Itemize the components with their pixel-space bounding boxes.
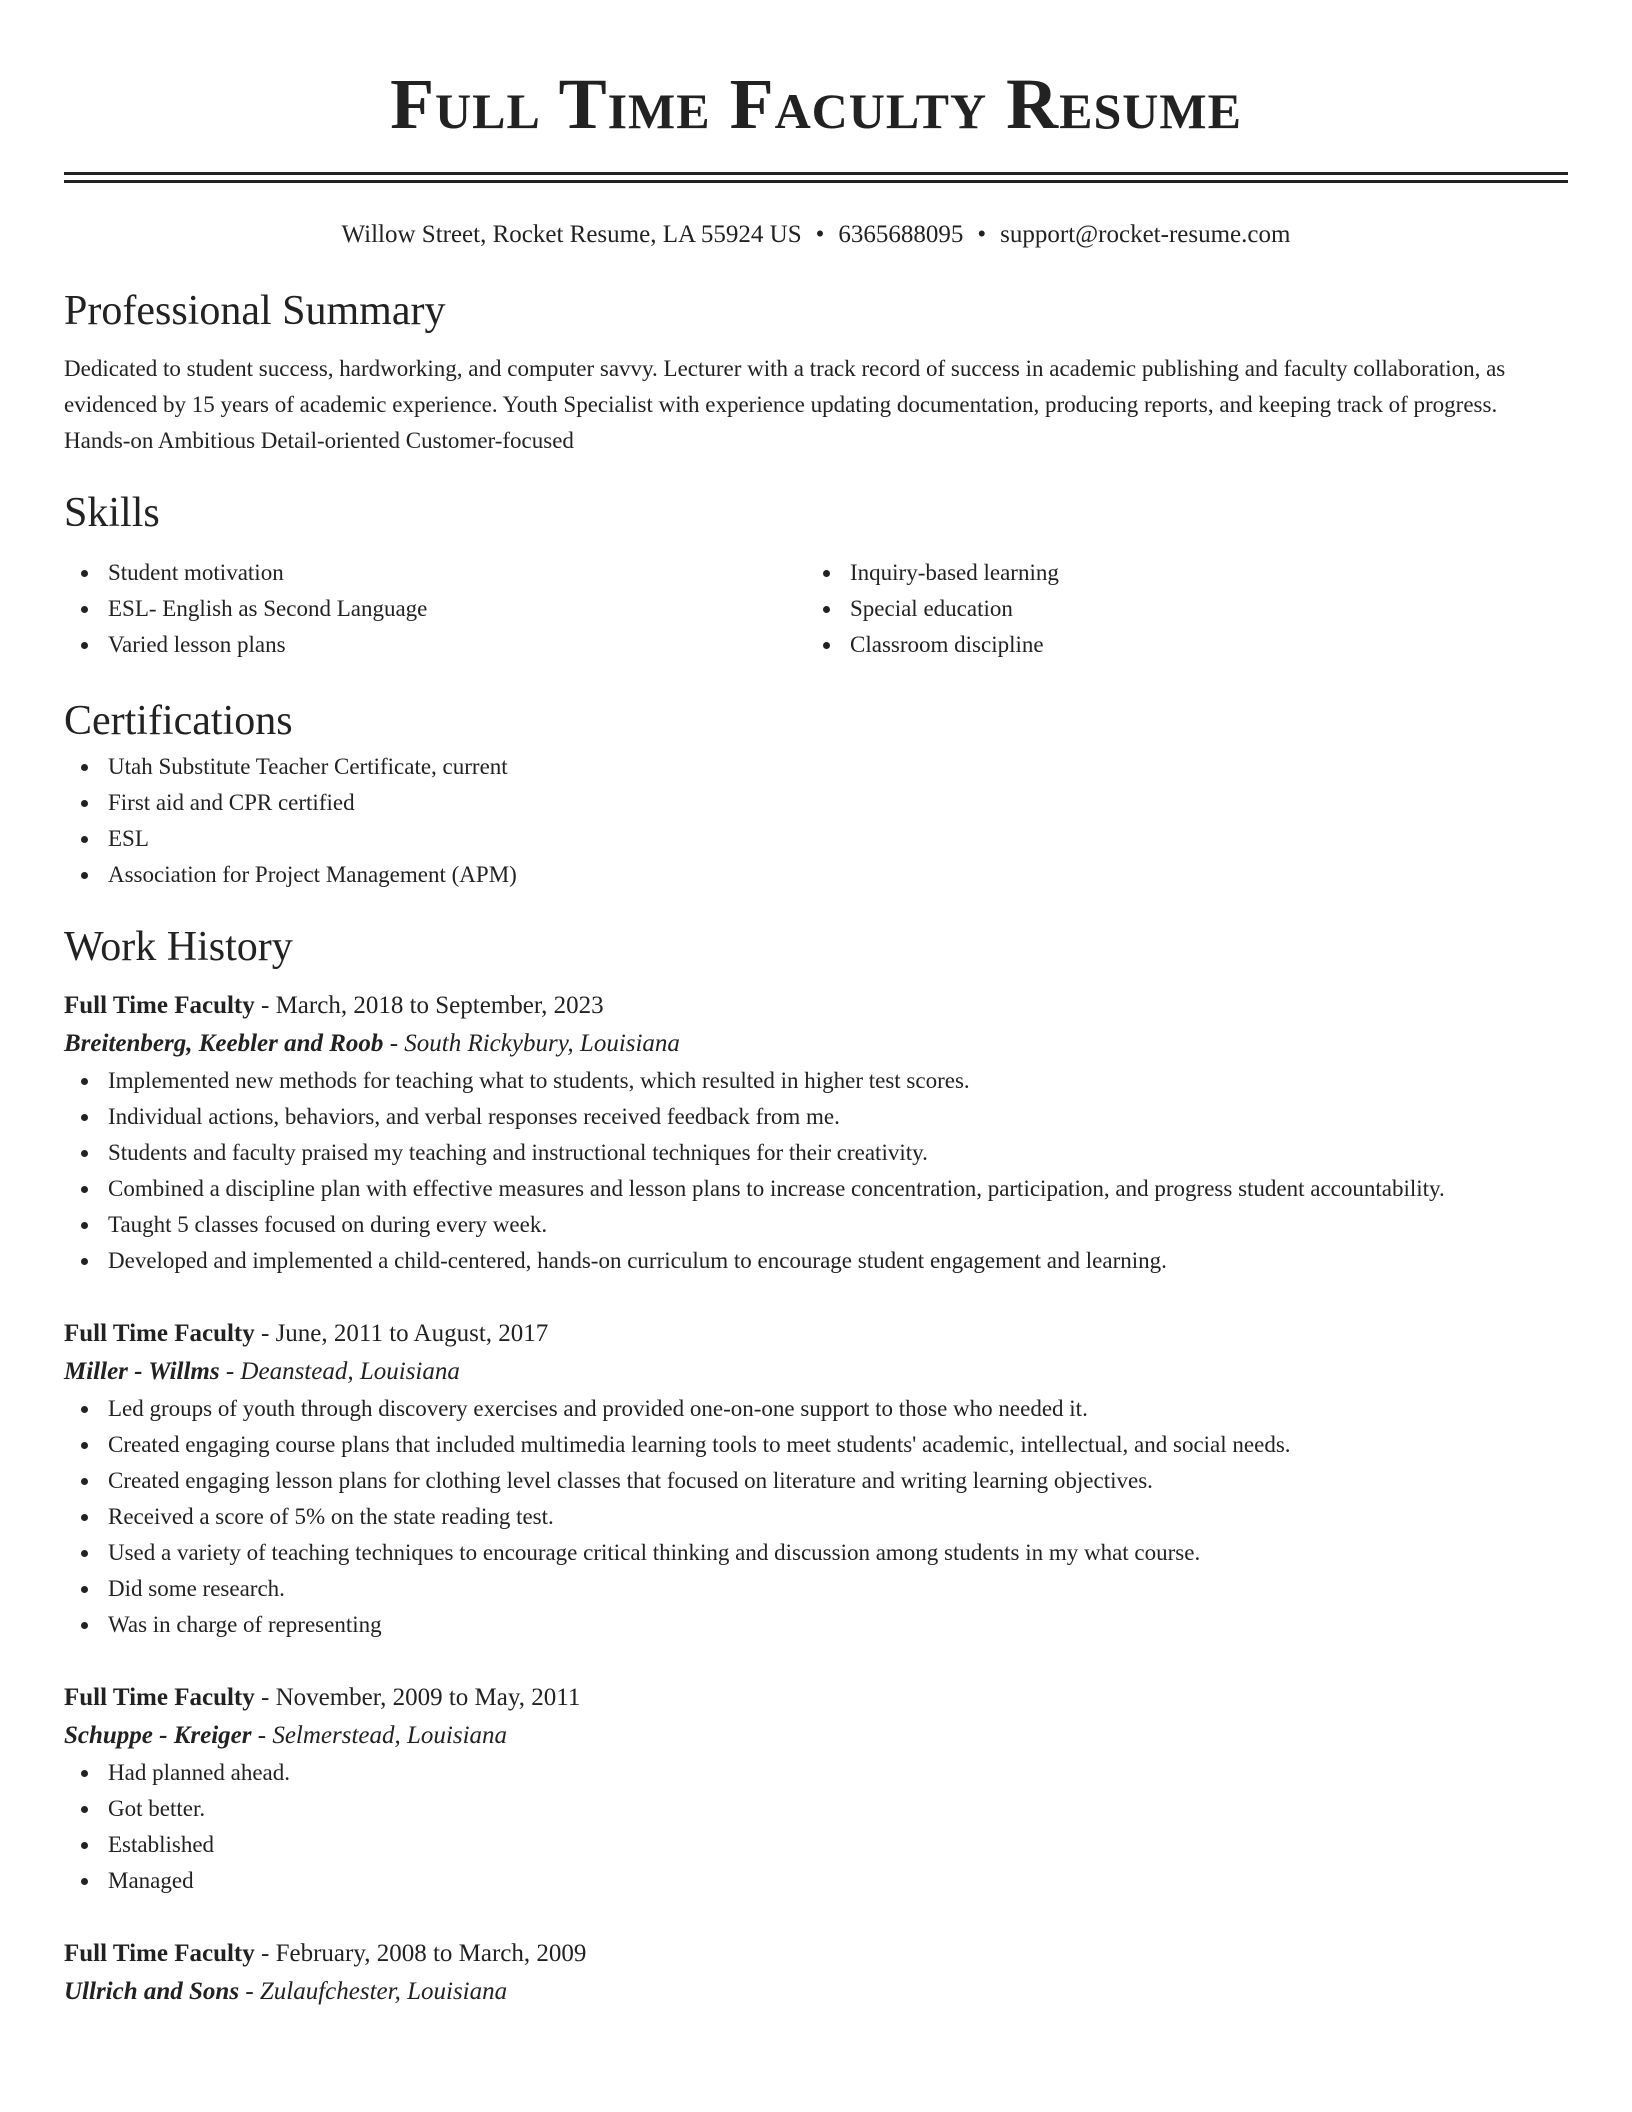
- job-entry: [64, 1935, 1568, 2011]
- job-duty-item: Managed: [64, 1863, 1568, 1899]
- contact-address: Willow Street, Rocket Resume, LA 55924 US: [341, 221, 802, 248]
- skill-item: ESL- English as Second Language: [64, 591, 806, 627]
- job-duty-item: Did some research.: [64, 1571, 1568, 1607]
- job-location: Deanstead, Louisiana: [240, 1358, 460, 1385]
- job-company-line: [64, 1353, 1568, 1391]
- job-dash: -: [254, 1684, 276, 1711]
- job-duties-list: [64, 1063, 1568, 1279]
- skill-item: Student motivation: [64, 555, 806, 591]
- section-heading-skills: Skills: [64, 490, 160, 536]
- job-duty-item: Got better.: [64, 1791, 1568, 1827]
- skills-section: [64, 485, 1568, 663]
- contact-phone: 6365688095: [838, 221, 964, 248]
- job-duty-item: Created engaging lesson plans for clothing level classes that focused on literature and writing learning objectives.: [64, 1463, 1568, 1499]
- job-title: Full Time Faculty: [64, 1940, 255, 1967]
- job-title-line: [64, 1679, 1568, 1717]
- skills-grid: [64, 555, 1568, 663]
- job-title: Full Time Faculty: [64, 992, 255, 1019]
- job-dash: -: [254, 992, 276, 1019]
- job-location: Selmerstead, Louisiana: [272, 1722, 508, 1749]
- job-company: Miller - Willms: [64, 1358, 220, 1385]
- certification-item: Utah Substitute Teacher Certificate, current: [64, 749, 1568, 785]
- job-company: Ullrich and Sons: [64, 1978, 240, 2005]
- certification-item: First aid and CPR certified: [64, 785, 1568, 821]
- certification-item: ESL: [64, 821, 1568, 857]
- job-duty-item: Students and faculty praised my teaching and instructional techniques for their creativity.: [64, 1135, 1568, 1171]
- skill-item: Varied lesson plans: [64, 627, 806, 663]
- skills-column-left: [64, 555, 806, 663]
- skill-item: Classroom discipline: [806, 627, 1548, 663]
- certifications-list: [64, 749, 1568, 893]
- job-duty-item: Developed and implemented a child-centered, hands-on curriculum to encourage student engagement and learning.: [64, 1243, 1568, 1279]
- resume-title: Full Time Faculty Resume: [390, 64, 1242, 144]
- job-company-line: [64, 1717, 1568, 1755]
- job-dates: March, 2018 to September, 2023: [275, 992, 604, 1019]
- skill-item: Special education: [806, 591, 1548, 627]
- job-duty-item: Combined a discipline plan with effective measures and lesson plans to increase concentration, participation, and progress student accountability.: [64, 1171, 1568, 1207]
- contact-separator: •: [977, 221, 987, 248]
- job-duty-item: Individual actions, behaviors, and verbal responses received feedback from me.: [64, 1099, 1568, 1135]
- job-company-line: [64, 1973, 1568, 2011]
- skill-item: Inquiry-based learning: [806, 555, 1548, 591]
- job-entry: [64, 987, 1568, 1279]
- job-dash: -: [219, 1358, 241, 1385]
- job-entry: [64, 1315, 1568, 1643]
- job-dash: -: [251, 1722, 273, 1749]
- job-duty-item: Implemented new methods for teaching what to students, which resulted in higher test scores.: [64, 1063, 1568, 1099]
- skills-list-left: [64, 555, 806, 663]
- job-duty-item: Led groups of youth through discovery exercises and provided one-on-one support to those who needed it.: [64, 1391, 1568, 1427]
- job-title-line: [64, 987, 1568, 1025]
- title-divider: [64, 172, 1568, 183]
- job-company: Schuppe - Kreiger: [64, 1722, 252, 1749]
- job-dash: -: [254, 1320, 276, 1347]
- job-title-line: [64, 1935, 1568, 1973]
- job-title: Full Time Faculty: [64, 1684, 255, 1711]
- job-location: South Rickybury, Louisiana: [404, 1030, 680, 1057]
- job-dash: -: [383, 1030, 405, 1057]
- contact-email: support@rocket-resume.com: [1000, 221, 1291, 248]
- job-duty-item: Had planned ahead.: [64, 1755, 1568, 1791]
- job-location: Zulaufchester, Louisiana: [259, 1978, 508, 2005]
- job-company: Breitenberg, Keebler and Roob: [64, 1030, 384, 1057]
- skills-list-right: [806, 555, 1548, 663]
- professional-summary-section: [64, 283, 1568, 459]
- contact-separator: •: [815, 221, 825, 248]
- contact-line: [64, 217, 1568, 253]
- skills-column-right: [806, 555, 1548, 663]
- section-heading-certifications: Certifications: [64, 698, 293, 744]
- certification-item: Association for Project Management (APM): [64, 857, 1568, 893]
- job-title: Full Time Faculty: [64, 1320, 255, 1347]
- job-duties-list: [64, 1391, 1568, 1643]
- job-duty-item: Used a variety of teaching techniques to encourage critical thinking and discussion among students in my what course.: [64, 1535, 1568, 1571]
- job-duty-item: Established: [64, 1827, 1568, 1863]
- job-duty-item: Created engaging course plans that included multimedia learning tools to meet students' academic, intellectual, and social needs.: [64, 1427, 1568, 1463]
- job-dash: -: [254, 1940, 276, 1967]
- job-duty-item: Received a score of 5% on the state reading test.: [64, 1499, 1568, 1535]
- job-duty-item: Taught 5 classes focused on during every week.: [64, 1207, 1568, 1243]
- work-history-section: [64, 919, 1568, 2011]
- job-entry: [64, 1679, 1568, 1899]
- job-company-line: [64, 1025, 1568, 1063]
- job-title-line: [64, 1315, 1568, 1353]
- job-duties-list: [64, 1755, 1568, 1899]
- summary-text: Dedicated to student success, hardworking, and computer savvy. Lecturer with a track record of success in academic publishing and faculty collaboration, as evidenced by 15 years of academic experience. Youth Specialist with experience updating documentation, producing reports, and keeping track of progress. Hands-on Ambitious Detail-oriented Customer-focused: [64, 356, 1506, 453]
- job-duty-item: Was in charge of representing: [64, 1607, 1568, 1643]
- section-heading-summary: Professional Summary: [64, 288, 446, 334]
- job-dates: February, 2008 to March, 2009: [275, 1940, 587, 1967]
- certifications-section: [64, 693, 1568, 893]
- job-dash: -: [239, 1978, 260, 2005]
- job-dates: June, 2011 to August, 2017: [275, 1320, 549, 1347]
- section-heading-work-history: Work History: [64, 924, 293, 970]
- job-dates: November, 2009 to May, 2011: [275, 1684, 581, 1711]
